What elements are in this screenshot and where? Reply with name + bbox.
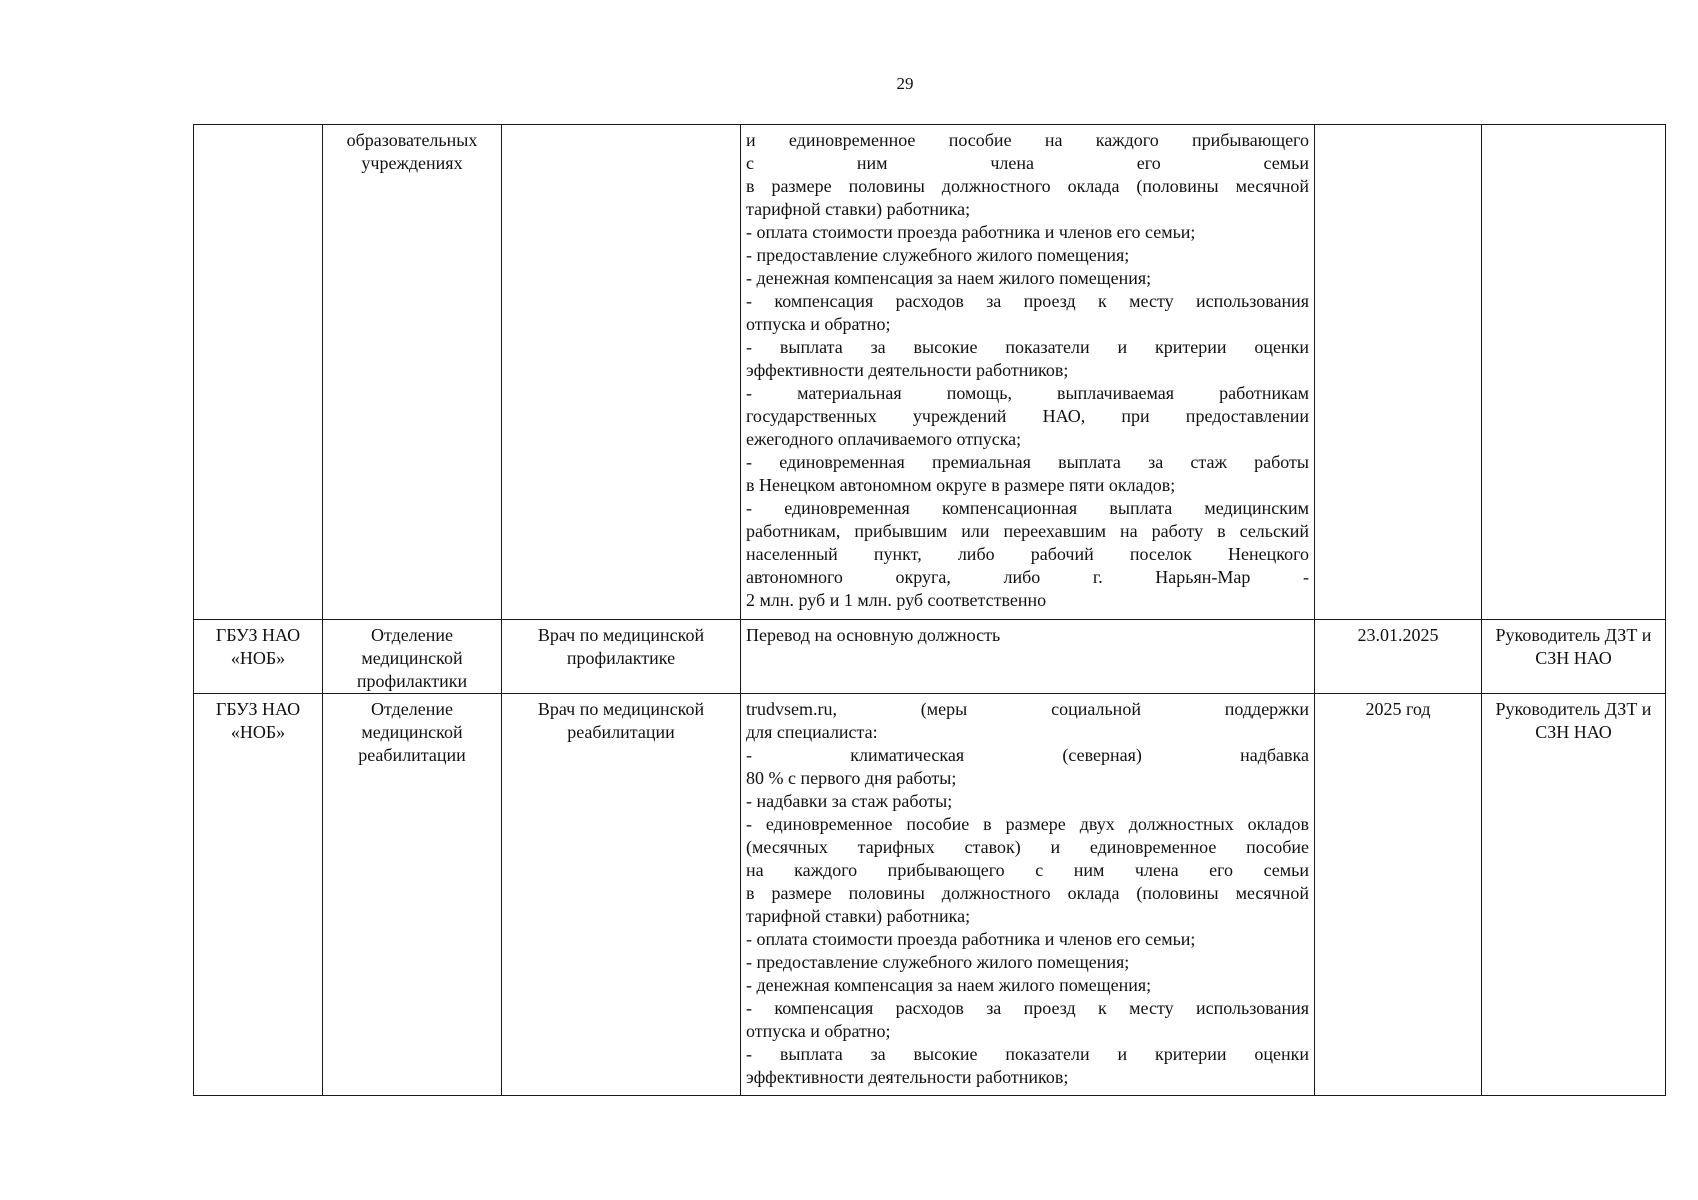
measures-line: государственных учреждений НАО, при предоставлении <box>746 406 1309 426</box>
measures-line: эффективности деятельности работников; <box>746 360 1069 380</box>
measures-line: тарифной ставки) работника; <box>746 906 971 926</box>
responsible-cell <box>1482 620 1666 694</box>
measures-line: (месячных тарифных ставок) и единовременное пособие <box>746 837 1309 857</box>
org-cell <box>194 620 323 694</box>
measures-line: эффективности деятельности работников; <box>746 1067 1069 1087</box>
measures-line: - предоставление служебного жилого помещения; <box>746 245 1130 265</box>
measures-line: ежегодного оплачиваемого отпуска; <box>746 429 1022 449</box>
responsible-text: Руководитель ДЗТ и СЗН НАО <box>1495 699 1652 742</box>
date-text: 23.01.2025 <box>1357 625 1439 645</box>
date-cell <box>1315 125 1482 620</box>
measures-line: отпуска и обратно; <box>746 1021 891 1041</box>
measures-cell <box>741 694 1315 1096</box>
measures-line: - денежная компенсация за наем жилого помещения; <box>746 975 1152 995</box>
measures-line: автономного округа, либо г. Нарьян-Мар - <box>746 567 1309 587</box>
table-row <box>194 620 1666 694</box>
measures-line: с ним члена его семьи <box>746 153 1309 173</box>
measures-line: 80 % с первого дня работы; <box>746 768 957 788</box>
table-row <box>194 694 1666 1096</box>
measures-line: - оплата стоимости проезда работника и членов его семьи; <box>746 929 1196 949</box>
measures-line: для специалиста: <box>746 722 878 742</box>
measures-line: - выплата за высокие показатели и критерии оценки <box>746 1044 1309 1064</box>
department-text: Отделение медицинской профилактики <box>356 625 468 691</box>
measures-line: - выплата за высокие показатели и критерии оценки <box>746 337 1309 357</box>
measures-line: - единовременная премиальная выплата за стаж работы <box>746 452 1309 472</box>
position-cell <box>502 125 741 620</box>
department-text: образовательных учреждениях <box>346 130 478 173</box>
measures-line: и единовременное пособие на каждого прибывающего <box>746 130 1309 150</box>
measures-line: в размере половины должностного оклада (половины месячной <box>746 176 1309 196</box>
measures-line: в размере половины должностного оклада (половины месячной <box>746 883 1309 903</box>
org-cell <box>194 125 323 620</box>
org-text: ГБУЗ НАО «НОБ» <box>215 625 301 668</box>
measures-line: работникам, прибывшим или переехавшим на работу в сельский <box>746 521 1309 541</box>
measures-line: - надбавки за стаж работы; <box>746 791 953 811</box>
table-body <box>194 125 1666 1096</box>
measures-cell <box>741 620 1315 694</box>
position-text: Врач по медицинской реабилитации <box>537 699 705 742</box>
measures-line: trudvsem.ru, (меры социальной поддержки <box>746 699 1309 719</box>
measures-line: - единовременная компенсационная выплата медицинским <box>746 498 1309 518</box>
measures-line: - климатическая (северная) надбавка <box>746 745 1309 765</box>
measures-table <box>193 124 1666 1096</box>
measures-line: - компенсация расходов за проезд к месту использования <box>746 291 1309 311</box>
org-cell <box>194 694 323 1096</box>
measures-line: населенный пункт, либо рабочий поселок Ненецкого <box>746 544 1309 564</box>
responsible-cell <box>1482 125 1666 620</box>
measures-line: отпуска и обратно; <box>746 314 891 334</box>
measures-line: Перевод на основную должность <box>746 625 1001 645</box>
measures-cell <box>741 125 1315 620</box>
measures-line: 2 млн. руб и 1 млн. руб соответственно <box>746 590 1047 610</box>
department-text: Отделение медицинской реабилитации <box>358 699 466 765</box>
measures-line: тарифной ставки) работника; <box>746 199 971 219</box>
responsible-cell <box>1482 694 1666 1096</box>
date-cell <box>1315 694 1482 1096</box>
department-cell <box>323 125 502 620</box>
measures-line: - оплата стоимости проезда работника и членов его семьи; <box>746 222 1196 242</box>
date-cell <box>1315 620 1482 694</box>
measures-line: в Ненецком автономном округе в размере пяти окладов; <box>746 475 1176 495</box>
responsible-text: Руководитель ДЗТ и СЗН НАО <box>1495 625 1652 668</box>
department-cell <box>323 620 502 694</box>
measures-line: - единовременное пособие в размере двух должностных окладов <box>746 814 1309 834</box>
page-number: 29 <box>896 74 914 93</box>
measures-line: - денежная компенсация за наем жилого помещения; <box>746 268 1152 288</box>
measures-line: - материальная помощь, выплачиваемая работникам <box>746 383 1309 403</box>
department-cell <box>323 694 502 1096</box>
measures-line: на каждого прибывающего с ним члена его семьи <box>746 860 1309 880</box>
measures-line: - предоставление служебного жилого помещения; <box>746 952 1130 972</box>
position-text: Врач по медицинской профилактике <box>537 625 705 668</box>
position-cell <box>502 620 741 694</box>
date-text: 2025 год <box>1365 699 1431 719</box>
position-cell <box>502 694 741 1096</box>
table-row <box>194 125 1666 620</box>
org-text: ГБУЗ НАО «НОБ» <box>215 699 301 742</box>
measures-line: - компенсация расходов за проезд к месту использования <box>746 998 1309 1018</box>
